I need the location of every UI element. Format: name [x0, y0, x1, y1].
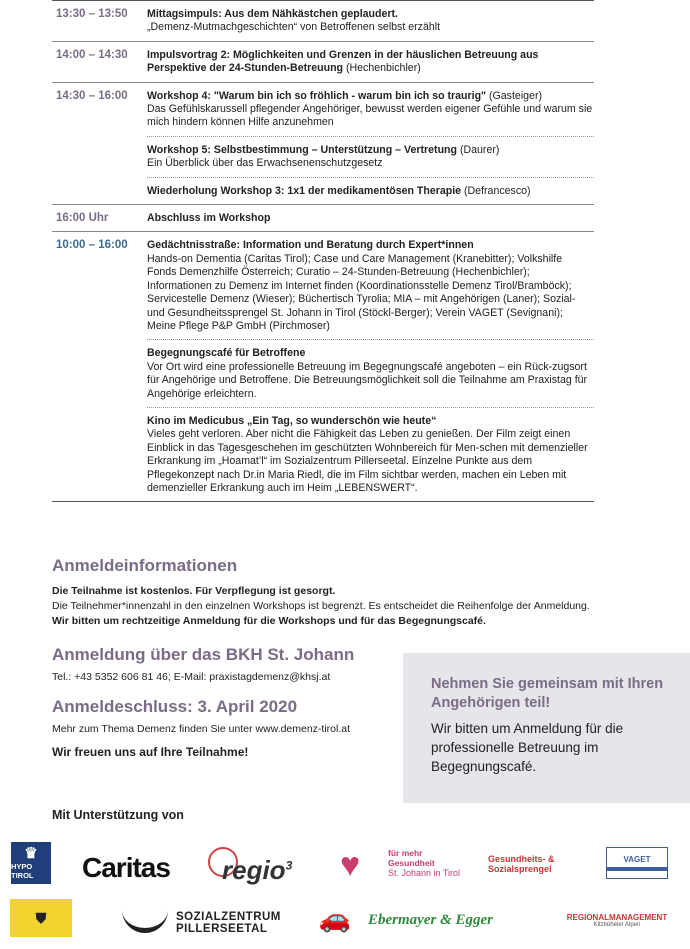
gesund-line3: St. Johann in Tirol [388, 868, 461, 878]
schedule-block [147, 1, 594, 41]
hypo-tirol-logo [11, 842, 51, 884]
schedule-block-title [147, 185, 594, 198]
schedule-block-text: Vieles geht verloren. Aber nicht die Fähigkeit das Leben zu genießen. Der Film zeigt einen Einblick in das Tagesgeschehen im geschützten Wohnbereich für Men-schen mit demenzieller Erkrankung im „Hoamat’l“ im Sozialzentrum Pillerseetal. Einzelne Punkte aus dem Pflegekonzept nach Dr.in Maria Riedl, die im Film sichtbar werden, machen ein Leben mit demenzieller Erkrankung auch im Heim „LEBENSWERT“. [147, 428, 588, 494]
callout-text: Wir bitten um Anmeldung für die professionelle Betreuung im Begegnungscafé. [431, 721, 624, 774]
gesund-line2: Gesundheit [388, 858, 435, 868]
ebermayer-egger-logo: Ebermayer & Egger [368, 912, 493, 928]
block-speaker: (Gasteiger) [486, 89, 543, 102]
schedule-block [147, 137, 594, 178]
schedule-block-title [147, 8, 594, 21]
block-title-text: Wiederholung Workshop 3: 1x1 der medikamentösen Therapie [147, 184, 462, 197]
schedule-time: 14:00 – 14:30 [56, 48, 128, 61]
block-title-text: Mittagsimpuls: Aus dem Nähkästchen geplaudert. [147, 8, 398, 20]
schedule-block-title [147, 144, 594, 157]
schedule-time: 10:00 – 16:00 [56, 239, 128, 252]
smile-arc-icon [122, 909, 168, 933]
hypo-logo-text: HYPO TIROL [11, 862, 34, 880]
callout-box [403, 653, 690, 803]
schedule-block-text: Vor Ort wird eine professionelle Betreuung im Begegnungscafé angeboten – ein Rück-zugsort für Angehörige und Betroffene. Die Betreuungsmöglichkeit soll die Teilnahme am Praxistag für Angehörige erleichtern. [147, 360, 588, 400]
schedule-row [52, 232, 594, 501]
gesund-line1: für mehr [388, 848, 423, 858]
schedule-block [147, 178, 594, 204]
schedule-blocks [147, 83, 594, 204]
schedule-table [52, 0, 594, 502]
contact-heading: Anmeldung über das BKH St. Johann [52, 645, 355, 664]
sozialzentrum-logo [122, 905, 302, 937]
registration-line-cost: Die Teilnahme ist kostenlos. Für Verpflegung ist gesorgt. [52, 585, 336, 597]
schedule-time: 13:30 – 13:50 [56, 8, 128, 20]
schedule-block-text: Das Gefühlskarussell pflegender Angehöriger, bewusst werden eigener Gefühle und warum sie mich hindern können Hilfe anzunehmen [147, 103, 593, 129]
regman-line1: REGIONALMANAGEMENT [566, 912, 668, 922]
schedule-block [147, 42, 594, 82]
regio-logo-sup: 3 [285, 858, 293, 873]
welcome-line: Wir freuen uns auf Ihre Teilnahme! [52, 745, 249, 759]
regman-line2: Kitzbüheler Alpen [593, 921, 641, 928]
support-label: Mit Unterstützung von [52, 808, 184, 822]
regionalmanagement-logo [562, 904, 672, 936]
schedule-block-text: „Demenz-Mutmachgeschichten“ von Betroffenen selbst erzählt [147, 21, 441, 34]
eagle-icon: ♛ [24, 845, 38, 862]
regio3-logo [208, 847, 318, 885]
block-title-text: Abschluss im Workshop [147, 212, 271, 225]
schedule-block [147, 232, 594, 340]
block-title-text: Kino im Medicubus „Ein Tag, so wunderschön wie heute“ [147, 414, 437, 427]
schedule-row [52, 1, 594, 42]
schedule-block-title [147, 239, 594, 252]
regio-logo-text: regio [222, 855, 286, 885]
schedule-row [52, 83, 594, 205]
contact-info [52, 645, 392, 759]
deadline-heading: Anmeldeschluss: 3. April 2020 [52, 697, 298, 716]
vaget-bar [607, 867, 667, 871]
contact-line: Tel.: +43 5352 606 81 46; E-Mail: praxistagdemenz@khsj.at [52, 671, 331, 683]
schedule-block-title [147, 347, 594, 360]
block-title-text: Impulsvortrag 2: Möglichkeiten und Grenzen in der häuslichen Betreuung aus Perspektive der 24-Stunden-Betreuung [147, 48, 539, 75]
caritas-logo: Caritas [82, 852, 170, 883]
vaget-logo-text: VAGET [623, 855, 651, 864]
block-title-text: Workshop 4: "Warum bin ich so fröhlich - warum bin ich so traurig" [147, 89, 487, 102]
schedule-blocks [147, 205, 594, 231]
schedule-row [52, 42, 594, 83]
registration-heading: Anmeldeinformationen [52, 556, 238, 575]
schedule-block-title [147, 212, 594, 225]
registration-line-request: Wir bitten um rechtzeitige Anmeldung für die Workshops und für das Begegnungscafé. [52, 615, 486, 627]
sz-line2: PILLERSEETAL [176, 923, 268, 935]
schedule-block-text: Ein Überblick über das Erwachsenenschutzgesetz [147, 157, 383, 170]
schedule-time: 14:30 – 16:00 [56, 89, 128, 102]
car-icon: 🚗 [318, 902, 352, 933]
schedule-blocks [147, 232, 594, 501]
schedule-block-title [147, 90, 594, 103]
schedule-blocks [147, 1, 594, 41]
registration-info [52, 556, 652, 629]
callout-title: Nehmen Sie gemeinsam mit Ihren Angehörigen teil! [431, 676, 664, 711]
sgs-line2: Sozialsprengel [488, 864, 552, 874]
sgs-line1: Gesundheits- & [488, 854, 555, 864]
schedule-time: 16:00 Uhr [56, 212, 109, 225]
schedule-blocks [147, 42, 594, 82]
registration-line-limit: Die Teilnehmer*innenzahl in den einzelnen Workshops ist begrenzt. Es entscheidet die Reihenfolge der Anmeldung. [52, 600, 590, 612]
schedule-block-title [147, 49, 594, 76]
block-speaker: (Daurer) [457, 143, 500, 156]
schedule-block-title [147, 415, 594, 428]
block-title-text: Begegnungscafé für Betroffene [147, 347, 306, 360]
block-title-text: Workshop 5: Selbstbestimmung – Unterstützung – Vertretung [147, 143, 458, 156]
block-speaker: (Defrancesco) [461, 184, 531, 197]
vaget-logo [606, 847, 668, 879]
schedule-block [147, 340, 594, 408]
block-title-text: Gedächtnisstraße: Information und Beratung durch Expert*innen [147, 239, 474, 252]
schedule-block [147, 83, 594, 137]
gesundheit-logo [388, 848, 460, 878]
shield-icon: ⛊ [35, 909, 47, 926]
schedule-row [52, 205, 594, 232]
heart-icon: ♥ [340, 846, 361, 884]
schedule-block [147, 408, 594, 501]
schedule-block [147, 205, 594, 231]
sz-line1: SOZIALZENTRUM [176, 911, 281, 923]
schedule-block-text: Hands-on Dementia (Caritas Tirol); Case und Care Management (Kranebitter); Volkshilfe Fonds Demenzhilfe Österreich; Curatio – 24-Stunden-Betreuung (Hechenbichler); Informationen zu Demenz im Internet finden (Koordinationsstelle Demenz Tirol/Bramböck); Servicestelle Demenz (Wieser); Büchertisch Tyrolia; MIA – mit Angehörigen (Laner); Sozial- und Gesundheitssprengel St. Johann in Tirol (Stöckl-Berger); Verein VAGET (Sevignani); Meine Pflege P&P GmbH (Pirchmoser) [147, 252, 576, 332]
block-speaker: (Hechenbichler) [343, 62, 421, 75]
yellow-partner-logo [10, 899, 72, 937]
sozialsprengel-logo [488, 846, 583, 882]
more-info-line: Mehr zum Thema Demenz finden Sie unter www.demenz-tirol.at [52, 723, 351, 735]
